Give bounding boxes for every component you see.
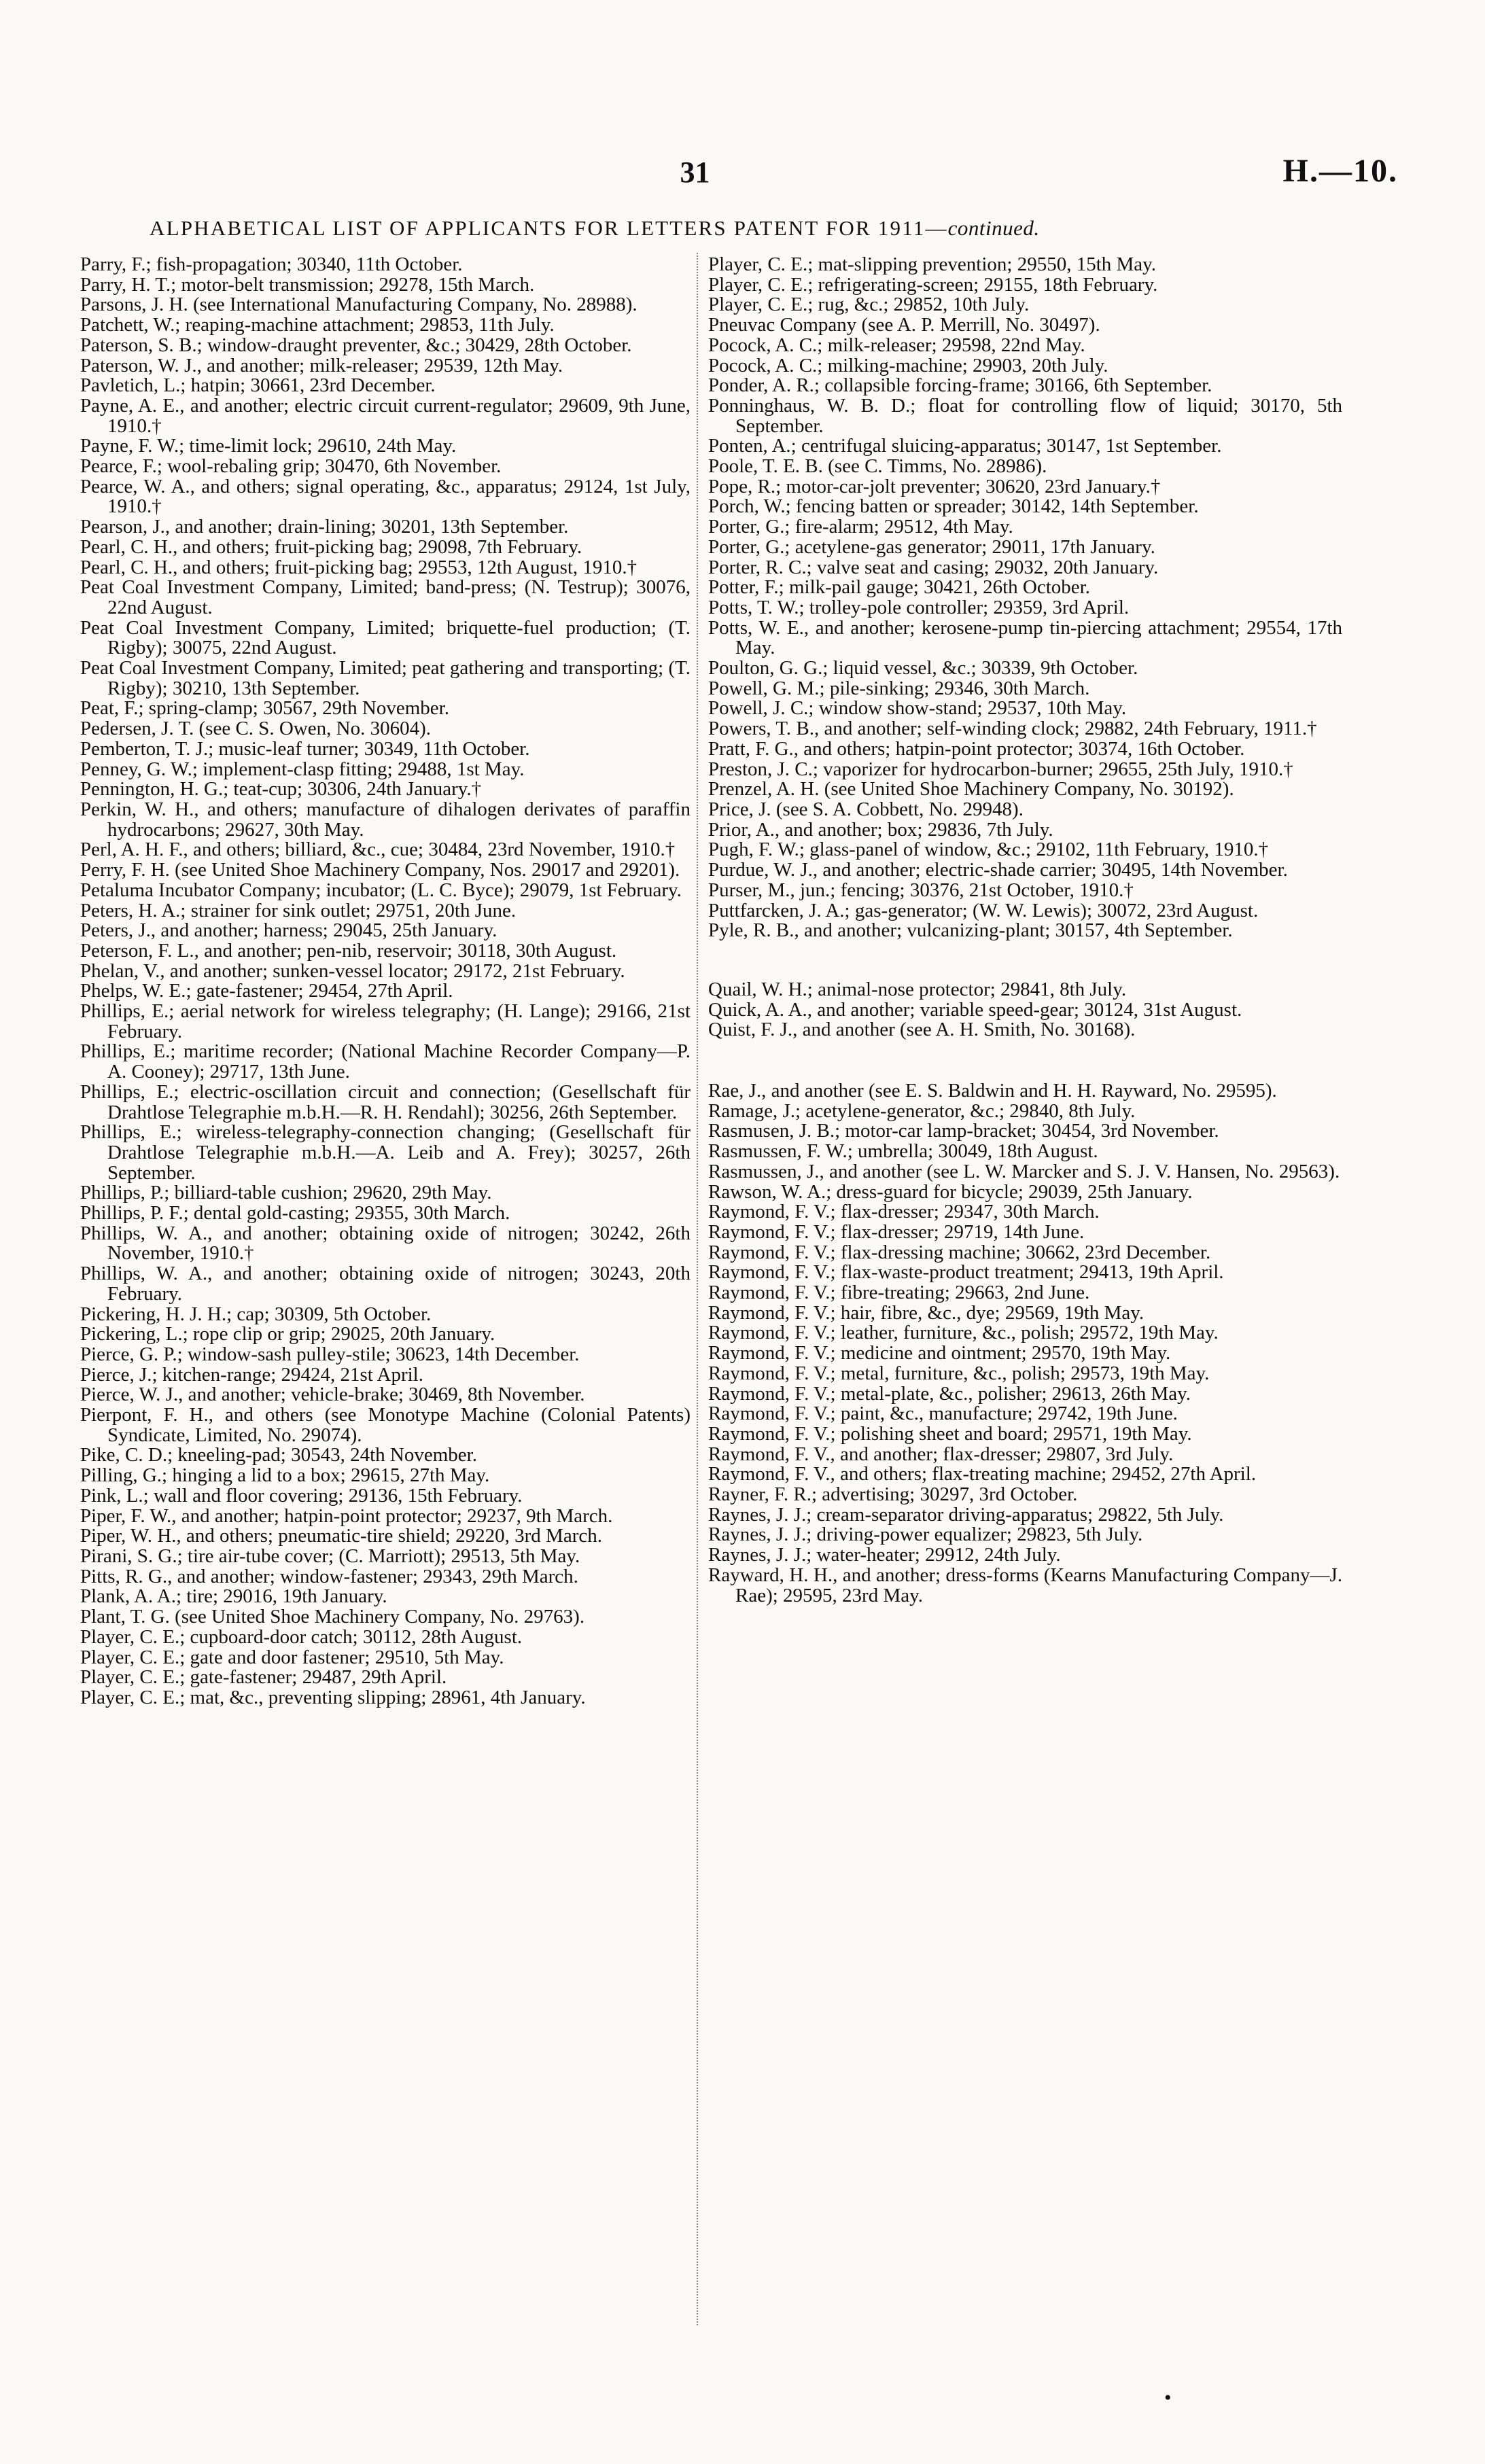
list-entry: Phillips, W. A., and another; obtaining oxide of nitrogen; 30242, 26th November, 1910.† — [80, 1222, 691, 1265]
list-entry: Rae, J., and another (see E. S. Baldwin and H. H. Rayward, No. 29595). — [708, 1080, 1277, 1102]
list-entry: Phelps, W. E.; gate-fastener; 29454, 27th April. — [80, 980, 453, 1002]
section-q — [708, 980, 1342, 1040]
list-entry: Pugh, F. W.; glass-panel of window, &c.; 29102, 11th February, 1910.† — [708, 839, 1269, 861]
list-entry: Potter, F.; milk-pail gauge; 30421, 26th October. — [708, 576, 1090, 599]
document-reference: H.—10. — [1282, 153, 1398, 189]
list-entry: Porch, W.; fencing batten or spreader; 30142, 14th September. — [708, 495, 1199, 518]
list-entry: Pirani, S. G.; tire air-tube cover; (C. Marriott); 29513, 5th May. — [80, 1545, 580, 1567]
list-entry: Player, C. E.; mat, &c., preventing slipping; 28961, 4th January. — [80, 1686, 586, 1708]
list-heading-text: ALPHABETICAL LIST OF APPLICANTS FOR LETTERS PATENT FOR 1911— — [150, 216, 948, 240]
list-entry: Rayward, H. H., and another; dress-forms (Kearns Manufacturing Company—J. Rae); 29595, 23rd May. — [708, 1564, 1342, 1606]
list-entry: Pitts, R. G., and another; window-fastener; 29343, 29th March. — [80, 1565, 578, 1587]
list-entry: Preston, J. C.; vaporizer for hydrocarbon-burner; 29655, 25th July, 1910.† — [708, 758, 1293, 780]
list-entry: Plant, T. G. (see United Shoe Machinery Company, No. 29763). — [80, 1606, 585, 1628]
list-entry: Potts, W. E., and another; kerosene-pump tin-piercing attachment; 29554, 17th May. — [708, 616, 1342, 659]
list-entry: Phillips, E.; wireless-telegraphy-connection changing; (Gesellschaft für Drahtlose Telegraphie m.b.H.—A. Leib and A. Frey); 30257, 26th September. — [80, 1121, 691, 1184]
list-heading-continued: continued. — [947, 216, 1040, 240]
list-entry: Prior, A., and another; box; 29836, 7th July. — [708, 818, 1053, 841]
list-entry: Pierce, J.; kitchen-range; 29424, 21st April. — [80, 1363, 423, 1386]
list-entry: Perl, A. H. F., and others; billiard, &c., cue; 30484, 23rd November, 1910.† — [80, 839, 676, 861]
list-entry: Porter, G.; acetylene-gas generator; 29011, 17th January. — [708, 535, 1155, 558]
list-entry: Pickering, H. J. H.; cap; 30309, 5th October. — [80, 1303, 432, 1325]
list-entry: Parsons, J. H. (see International Manufacturing Company, No. 28988). — [80, 294, 637, 316]
list-entry: Perkin, W. H., and others; manufacture of dihalogen derivates of paraffin hydrocarbons; 29627, 30th May. — [80, 798, 691, 841]
list-entry: Raymond, F. V.; flax-waste-product treatment; 29413, 19th April. — [708, 1261, 1224, 1284]
list-entry: Powell, G. M.; pile-sinking; 29346, 30th March. — [708, 677, 1090, 699]
list-entry: Raymond, F. V.; medicine and ointment; 29570, 19th May. — [708, 1342, 1171, 1365]
list-entry: Phillips, P. F.; dental gold-casting; 29355, 30th March. — [80, 1202, 510, 1225]
list-entry: Raymond, F. V.; hair, fibre, &c., dye; 29569, 19th May. — [708, 1301, 1145, 1324]
list-entry: Quist, F. J., and another (see A. H. Smith, No. 30168). — [708, 1019, 1136, 1041]
list-entry: Pearce, W. A., and others; signal operating, &c., apparatus; 29124, 1st July, 1910.† — [80, 475, 691, 518]
list-entry: Raynes, J. J.; cream-separator driving-apparatus; 29822, 5th July. — [708, 1503, 1224, 1526]
list-entry: Raymond, F. V.; paint, &c., manufacture; 29742, 19th June. — [708, 1403, 1178, 1425]
list-entry: Phillips, E.; electric-oscillation circuit and connection; (Gesellschaft für Drahtlose Telegraphie m.b.H.—R. H. Rendahl); 30256, 26th September. — [80, 1080, 691, 1123]
list-entry: Purser, M., jun.; fencing; 30376, 21st October, 1910.† — [708, 879, 1134, 901]
column-divider — [697, 253, 698, 2325]
list-entry: Raymond, F. V., and others; flax-treating machine; 29452, 27th April. — [708, 1463, 1257, 1485]
section-p-continued — [708, 255, 1342, 941]
page-number: 31 — [680, 156, 710, 189]
list-entry: Raymond, F. V.; fibre-treating; 29663, 2nd June. — [708, 1282, 1090, 1304]
list-entry: Prenzel, A. H. (see United Shoe Machinery Company, No. 30192). — [708, 778, 1234, 800]
list-entry: Paterson, W. J., and another; milk-releaser; 29539, 12th May. — [80, 354, 563, 376]
list-entry: Pyle, R. B., and another; vulcanizing-plant; 30157, 4th September. — [708, 919, 1233, 942]
list-entry: Rayner, F. R.; advertising; 30297, 3rd October. — [708, 1483, 1078, 1506]
section-gap — [708, 941, 1342, 980]
list-entry: Peters, J., and another; harness; 29045, 25th January. — [80, 919, 497, 942]
list-entry: Player, C. E.; cupboard-door catch; 30112, 28th August. — [80, 1625, 523, 1648]
list-entry: Quail, W. H.; animal-nose protector; 29841, 8th July. — [708, 978, 1127, 1000]
list-entry: Poole, T. E. B. (see C. Timms, No. 28986). — [708, 455, 1047, 478]
list-entry: Peat Coal Investment Company, Limited; band-press; (N. Testrup); 30076, 22nd August. — [80, 576, 691, 618]
list-entry: Petaluma Incubator Company; incubator; (L. C. Byce); 29079, 1st February. — [80, 879, 682, 901]
list-entry: Penney, G. W.; implement-clasp fitting; 29488, 1st May. — [80, 758, 525, 780]
list-entry: Phillips, E.; aerial network for wireless telegraphy; (H. Lange); 29166, 21st February. — [80, 1000, 691, 1042]
list-entry: Player, C. E.; mat-slipping prevention; 29550, 15th May. — [708, 253, 1157, 275]
left-column — [80, 255, 691, 1708]
list-entry: Quick, A. A., and another; variable speed-gear; 30124, 31st August. — [708, 998, 1242, 1021]
list-entry: Raymond, F. V.; metal, furniture, &c., polish; 29573, 19th May. — [708, 1362, 1210, 1384]
list-entry: Pickering, L.; rope clip or grip; 29025, 20th January. — [80, 1323, 495, 1345]
list-entry: Pierce, G. P.; window-sash pulley-stile; 30623, 14th December. — [80, 1343, 580, 1365]
list-entry: Pilling, G.; hinging a lid to a box; 29615, 27th May. — [80, 1464, 490, 1487]
list-entry: Raymond, F. V., and another; flax-dresser; 29807, 3rd July. — [708, 1443, 1174, 1465]
list-entry: Rawson, W. A.; dress-guard for bicycle; 29039, 25th January. — [708, 1180, 1193, 1203]
list-entry: Rasmussen, F. W.; umbrella; 30049, 18th August. — [708, 1140, 1098, 1163]
list-entry: Pierce, W. J., and another; vehicle-brake; 30469, 8th November. — [80, 1384, 585, 1406]
list-entry: Pierpont, F. H., and others (see Monotype Machine (Colonial Patents) Syndicate, Limited, No. 29074). — [80, 1404, 691, 1446]
list-entry: Player, C. E.; refrigerating-screen; 29155, 18th February. — [708, 273, 1158, 296]
list-entry: Rasmusen, J. B.; motor-car lamp-bracket; 30454, 3rd November. — [708, 1120, 1219, 1142]
list-entry: Pavletich, L.; hatpin; 30661, 23rd December. — [80, 374, 436, 397]
list-entry: Price, J. (see S. A. Cobbett, No. 29948). — [708, 798, 1024, 820]
list-entry: Potts, T. W.; trolley-pole controller; 29359, 3rd April. — [708, 596, 1130, 618]
list-heading — [150, 216, 1339, 241]
list-entry: Paterson, S. B.; window-draught preventer, &c.; 30429, 28th October. — [80, 334, 632, 356]
list-entry: Raynes, J. J.; driving-power equalizer; 29823, 5th July. — [708, 1524, 1143, 1546]
list-entry: Porter, G.; fire-alarm; 29512, 4th May. — [708, 516, 1013, 538]
list-entry: Piper, W. H., and others; pneumatic-tire shield; 29220, 3rd March. — [80, 1525, 602, 1547]
list-entry: Pike, C. D.; kneeling-pad; 30543, 24th November. — [80, 1444, 477, 1466]
list-entry: Phillips, E.; maritime recorder; (National Machine Recorder Company—P. A. Cooney); 29717, 13th June. — [80, 1040, 691, 1083]
list-entry: Pearson, J., and another; drain-lining; 30201, 13th September. — [80, 516, 569, 538]
list-entry: Raymond, F. V.; metal-plate, &c., polisher; 29613, 26th May. — [708, 1382, 1191, 1405]
list-entry: Player, C. E.; gate-fastener; 29487, 29th April. — [80, 1666, 447, 1689]
list-entry: Player, C. E.; gate and door fastener; 29510, 5th May. — [80, 1646, 504, 1668]
list-entry: Raymond, F. V.; flax-dresser; 29719, 14th June. — [708, 1220, 1085, 1243]
list-entry: Ponten, A.; centrifugal sluicing-apparatus; 30147, 1st September. — [708, 435, 1222, 457]
list-entry: Pemberton, T. J.; music-leaf turner; 30349, 11th October. — [80, 737, 530, 760]
list-entry: Ponninghaus, W. B. D.; float for controlling flow of liquid; 30170, 5th September. — [708, 394, 1342, 437]
list-entry: Perry, F. H. (see United Shoe Machinery Company, Nos. 29017 and 29201). — [80, 859, 680, 881]
list-entry: Pocock, A. C.; milking-machine; 29903, 20th July. — [708, 354, 1108, 376]
list-entry: Payne, F. W.; time-limit lock; 29610, 24th May. — [80, 435, 457, 457]
list-entry: Peat, F.; spring-clamp; 30567, 29th November. — [80, 697, 449, 720]
section-gap — [708, 1040, 1342, 1081]
list-entry: Peat Coal Investment Company, Limited; briquette-fuel production; (T. Rigby); 30075, 22nd August. — [80, 616, 691, 659]
list-entry: Purdue, W. J., and another; electric-shade carrier; 30495, 14th November. — [708, 859, 1288, 881]
list-entry: Player, C. E.; rug, &c.; 29852, 10th July. — [708, 294, 1030, 316]
list-entry: Poulton, G. G.; liquid vessel, &c.; 30339, 9th October. — [708, 657, 1138, 680]
list-entry: Piper, F. W., and another; hatpin-point protector; 29237, 9th March. — [80, 1504, 613, 1527]
list-entry: Pneuvac Company (see A. P. Merrill, No. 30497). — [708, 314, 1100, 336]
right-column — [708, 255, 1342, 1606]
list-entry: Parry, H. T.; motor-belt transmission; 29278, 15th March. — [80, 273, 535, 296]
list-entry: Pratt, F. G., and others; hatpin-point protector; 30374, 16th October. — [708, 737, 1245, 760]
section-r — [708, 1081, 1342, 1606]
list-entry: Payne, A. E., and another; electric circuit current-regulator; 29609, 9th June, 1910.† — [80, 394, 691, 437]
list-entry: Phelan, V., and another; sunken-vessel locator; 29172, 21st February. — [80, 960, 625, 982]
list-entry: Ramage, J.; acetylene-generator, &c.; 29840, 8th July. — [708, 1099, 1136, 1122]
list-entry: Pope, R.; motor-car-jolt preventer; 30620, 23rd January.† — [708, 475, 1161, 497]
list-entry: Peters, H. A.; strainer for sink outlet; 29751, 20th June. — [80, 899, 517, 921]
list-entry: Pearce, F.; wool-rebaling grip; 30470, 6th November. — [80, 455, 502, 478]
list-entry: Pearl, C. H., and others; fruit-picking bag; 29553, 12th August, 1910.† — [80, 556, 637, 578]
list-entry: Parry, F.; fish-propagation; 30340, 11th October. — [80, 253, 463, 275]
list-entry: Pennington, H. G.; teat-cup; 30306, 24th January.† — [80, 778, 482, 800]
list-entry: Patchett, W.; reaping-machine attachment; 29853, 11th July. — [80, 314, 555, 336]
list-entry: Raymond, F. V.; flax-dressing machine; 30662, 23rd December. — [708, 1241, 1211, 1263]
list-entry: Plank, A. A.; tire; 29016, 19th January. — [80, 1585, 387, 1608]
stray-dot: • — [1164, 2387, 1172, 2409]
list-entry: Pearl, C. H., and others; fruit-picking bag; 29098, 7th February. — [80, 535, 582, 558]
list-entry: Phillips, W. A., and another; obtaining oxide of nitrogen; 30243, 20th February. — [80, 1263, 691, 1305]
list-entry: Pocock, A. C.; milk-releaser; 29598, 22nd May. — [708, 334, 1085, 356]
list-entry: Puttfarcken, J. A.; gas-generator; (W. W. Lewis); 30072, 23rd August. — [708, 899, 1259, 921]
list-entry: Raymond, F. V.; leather, furniture, &c., polish; 29572, 19th May. — [708, 1322, 1219, 1344]
list-entry: Peat Coal Investment Company, Limited; peat gathering and transporting; (T. Rigby); 30210, 13th September. — [80, 657, 691, 699]
list-entry: Raynes, J. J.; water-heater; 29912, 24th July. — [708, 1544, 1061, 1566]
list-entry: Powell, J. C.; window show-stand; 29537, 10th May. — [708, 697, 1127, 720]
list-entry: Peterson, F. L., and another; pen-nib, reservoir; 30118, 30th August. — [80, 939, 617, 962]
list-entry: Rasmussen, J., and another (see L. W. Marcker and S. J. V. Hansen, No. 29563). — [708, 1160, 1340, 1182]
list-entry: Powers, T. B., and another; self-winding clock; 29882, 24th February, 1911.† — [708, 718, 1317, 740]
list-entry: Ponder, A. R.; collapsible forcing-frame; 30166, 6th September. — [708, 374, 1212, 397]
list-entry: Pink, L.; wall and floor covering; 29136, 15th February. — [80, 1484, 523, 1507]
list-entry: Phillips, P.; billiard-table cushion; 29620, 29th May. — [80, 1182, 492, 1204]
list-entry: Raymond, F. V.; polishing sheet and board; 29571, 19th May. — [708, 1422, 1192, 1445]
list-entry: Pedersen, J. T. (see C. S. Owen, No. 30604). — [80, 718, 432, 740]
list-entry: Raymond, F. V.; flax-dresser; 29347, 30th March. — [708, 1201, 1100, 1223]
list-entry: Porter, R. C.; valve seat and casing; 29032, 20th January. — [708, 556, 1159, 578]
